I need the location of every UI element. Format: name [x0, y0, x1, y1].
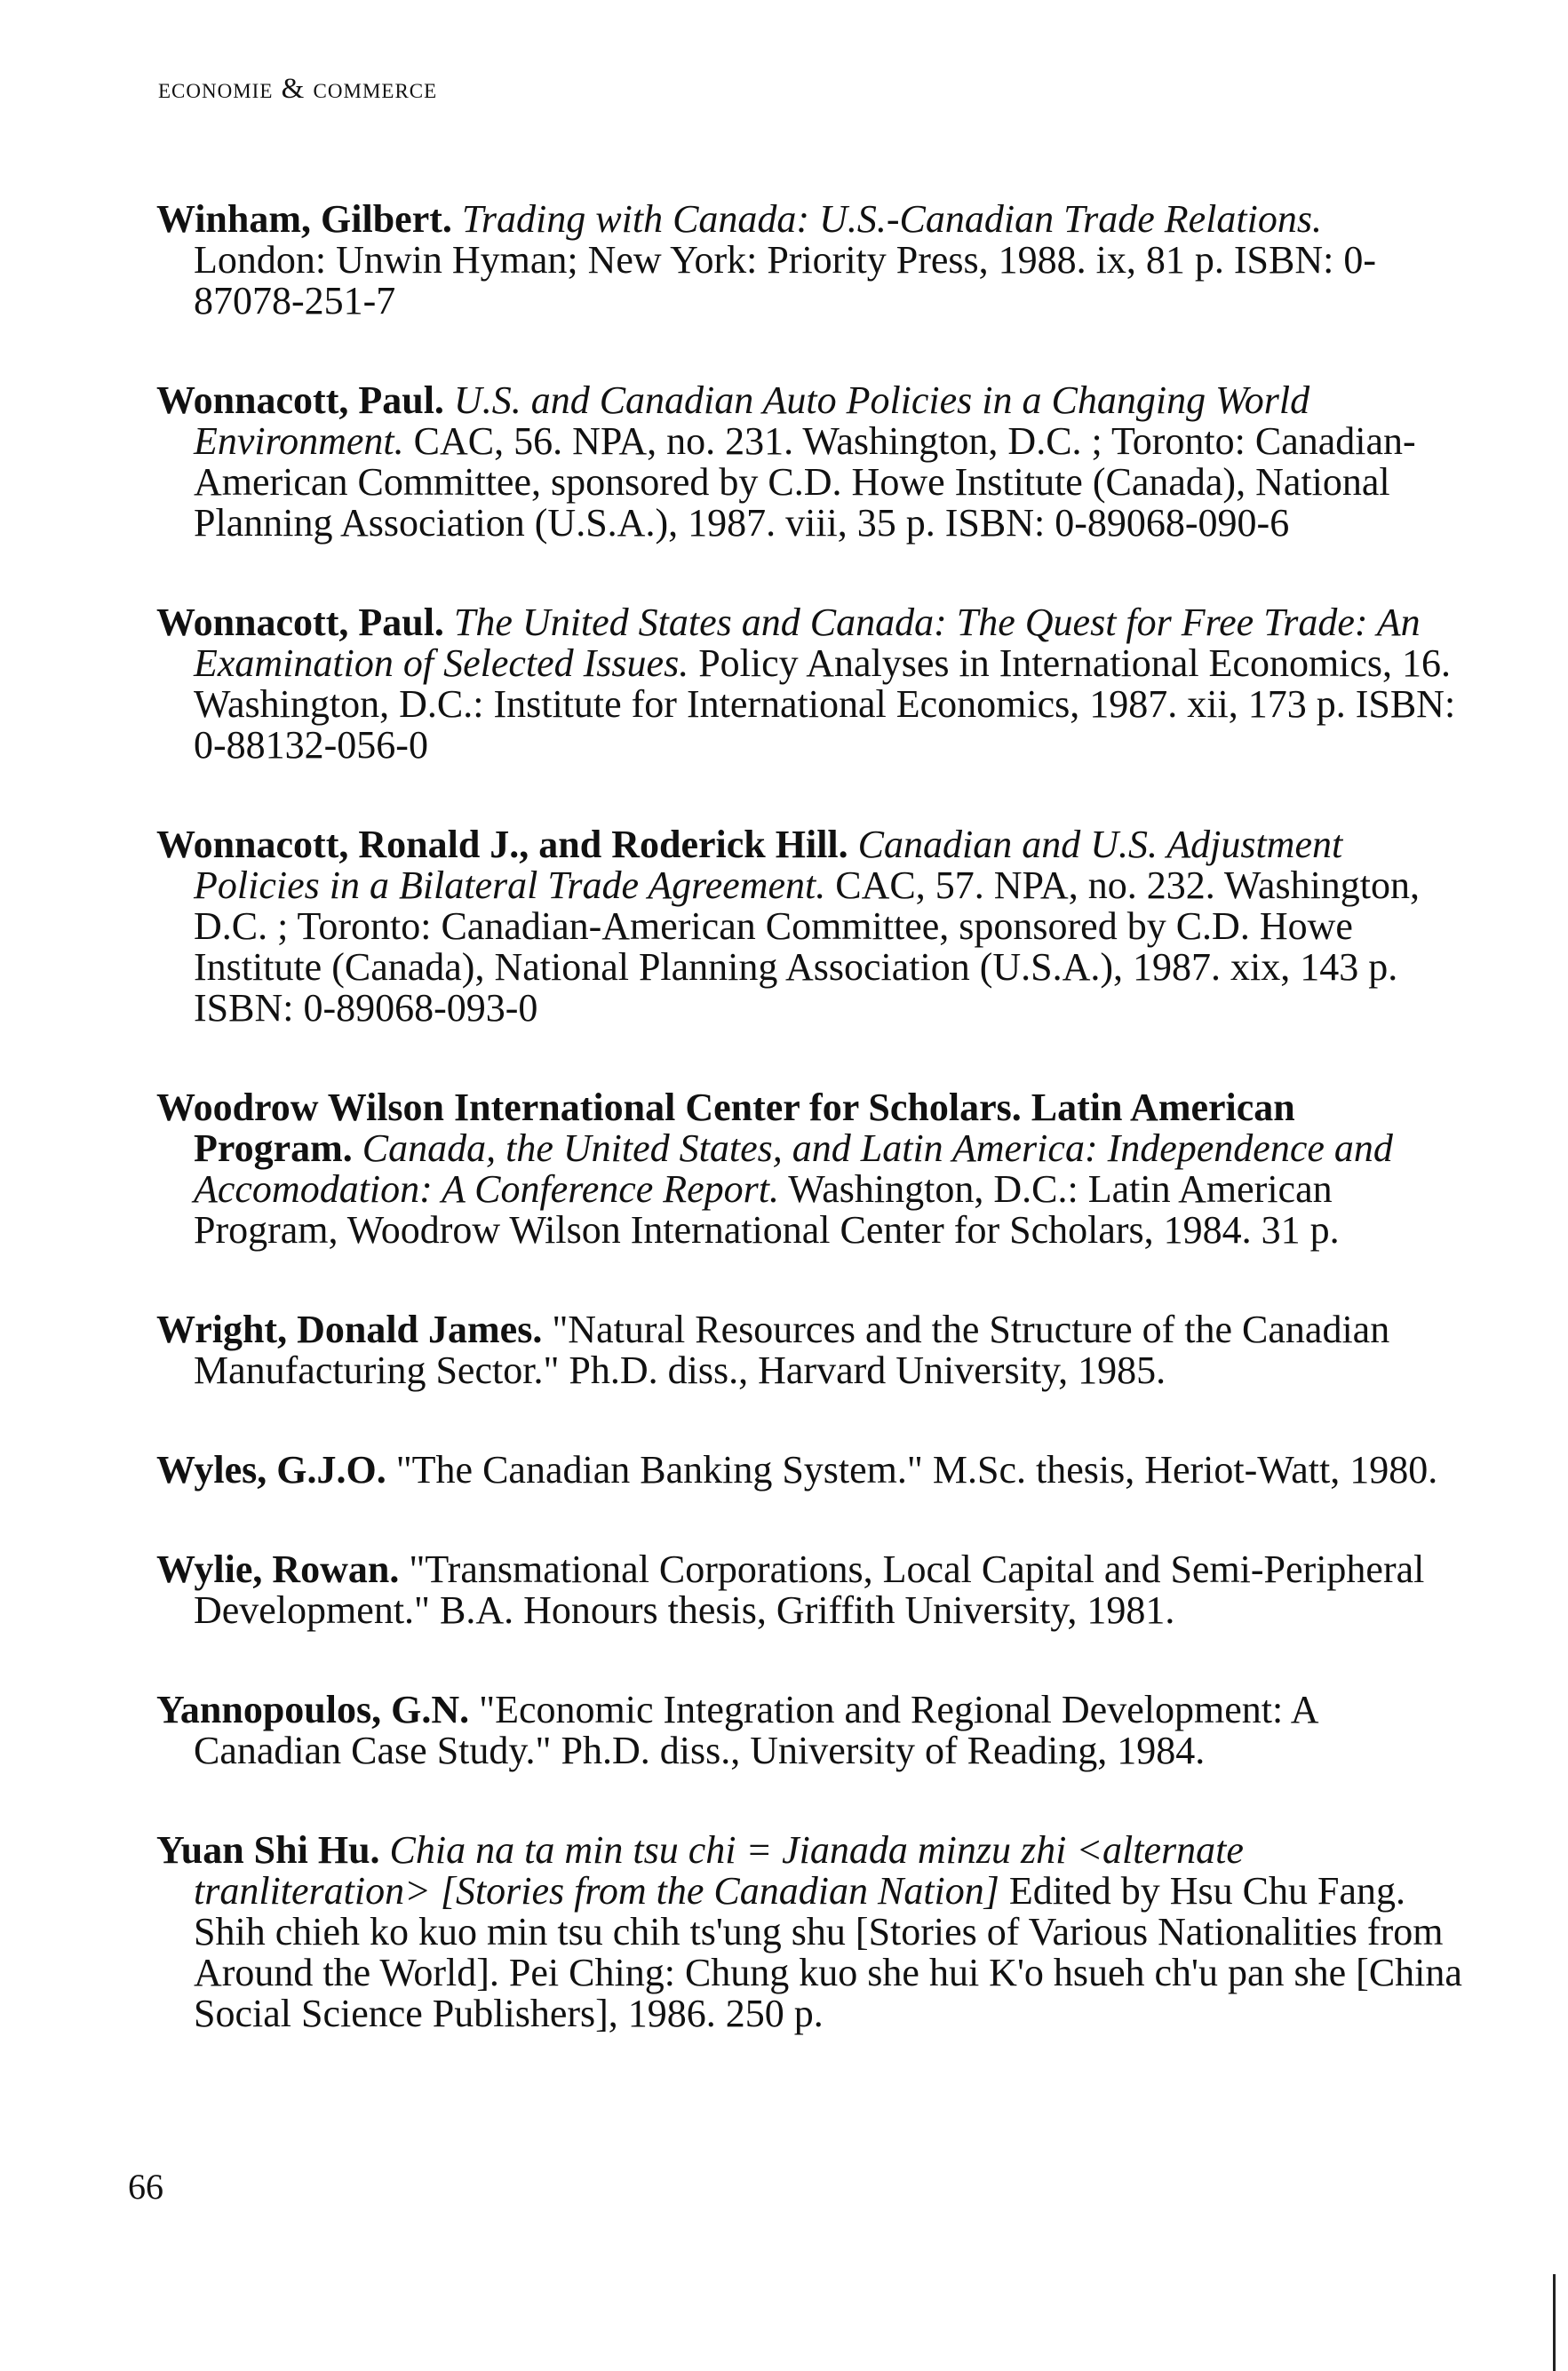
entry-author: Wonnacott, Paul.	[156, 378, 444, 422]
entry-author: Wonnacott, Paul.	[156, 601, 444, 644]
entry-details: "The Canadian Banking System." M.Sc. thesis, Heriot-Watt, 1980.	[395, 1448, 1438, 1492]
entry-title: Trading with Canada: U.S.-Canadian Trade Relations.	[461, 197, 1322, 241]
entry-details: Edited by Hsu Chu Fang. Shih chieh ko kuo min tsu chih ts'ung shu [Stories of Various Nationalities from Around the World]. Pei Ching: Chung kuo she hui K'o hsueh ch'u pan she [China Social Science Publishers], 1986. 250 p.	[194, 1869, 1462, 2035]
bibliography-entry	[156, 1087, 1462, 1251]
binding-edge-line	[1553, 2274, 1556, 2371]
bibliography-entry	[156, 602, 1462, 766]
entry-author: Winham, Gilbert.	[156, 197, 452, 241]
running-head: economie & commerce	[158, 73, 438, 105]
bibliography-entry	[156, 824, 1462, 1029]
entry-details: Policy Analyses in International Economics, 16. Washington, D.C.: Institute for International Economics, 1987. xii, 173 p. ISBN: 0-88132-056-0	[194, 641, 1456, 767]
entry-title: U.S. and Canadian Auto Policies in a Changing World Environment.	[194, 378, 1310, 463]
entry-details: "Transmational Corporations, Local Capital and Semi-Peripheral Development." B.A. Honours thesis, Griffith University, 1981.	[194, 1548, 1425, 1632]
entry-author: Wylie, Rowan.	[156, 1548, 400, 1591]
entry-author: Wonnacott, Ronald J., and Roderick Hill.	[156, 823, 848, 866]
entry-title: The United States and Canada: The Quest for Free Trade: An Examination of Selected Issues.	[194, 601, 1421, 685]
bibliography-entry	[156, 1690, 1462, 1771]
entry-details: CAC, 57. NPA, no. 232. Washington, D.C. ; Toronto: Canadian-American Committee, sponsored by C.D. Howe Institute (Canada), National Planning Association (U.S.A.), 1987. xix, 143 p. ISBN: 0-89068-093-0	[194, 863, 1421, 1030]
bibliography-entry	[156, 1830, 1462, 2034]
entry-title: Canadian and U.S. Adjustment Policies in a Bilateral Trade Agreement.	[194, 823, 1343, 907]
bibliography-entry	[156, 199, 1462, 322]
entry-details: London: Unwin Hyman; New York: Priority Press, 1988. ix, 81 p. ISBN: 0-87078-251-7	[194, 238, 1377, 322]
entry-details: CAC, 56. NPA, no. 231. Washington, D.C. ; Toronto: Canadian-American Committee, sponsored by C.D. Howe Institute (Canada), National Planning Association (U.S.A.), 1987. viii, 35 p. ISBN: 0-89068-090-6	[194, 419, 1416, 545]
entry-author: Wright, Donald James.	[156, 1308, 543, 1351]
entry-details: Washington, D.C.: Latin American Program, Woodrow Wilson International Center for Scholars, 1984. 31 p.	[194, 1167, 1340, 1252]
entry-author: Yannopoulos, G.N.	[156, 1688, 470, 1731]
bibliography-entry	[156, 1549, 1462, 1631]
bibliography-entry	[156, 380, 1462, 544]
entry-details: "Economic Integration and Regional Development: A Canadian Case Study." Ph.D. diss., University of Reading, 1984.	[194, 1688, 1317, 1772]
bibliography-list	[156, 160, 1462, 2093]
page-number: 66	[128, 2167, 163, 2207]
entry-title: Canada, the United States, and Latin America: Independence and Accomodation: A Conference Report.	[194, 1126, 1393, 1211]
entry-author: Woodrow Wilson International Center for Scholars. Latin American Program.	[156, 1086, 1295, 1170]
entry-details: "Natural Resources and the Structure of the Canadian Manufacturing Sector." Ph.D. diss., Harvard University, 1985.	[194, 1308, 1390, 1392]
bibliography-entry	[156, 1309, 1462, 1391]
entry-author: Yuan Shi Hu.	[156, 1828, 380, 1872]
entry-author: Wyles, G.J.O.	[156, 1448, 386, 1492]
bibliography-entry	[156, 1450, 1462, 1491]
entry-title: Chia na ta min tsu chi = Jianada minzu zhi <alternate tranliteration> [Stories from the Canadian Nation]	[194, 1828, 1244, 1913]
